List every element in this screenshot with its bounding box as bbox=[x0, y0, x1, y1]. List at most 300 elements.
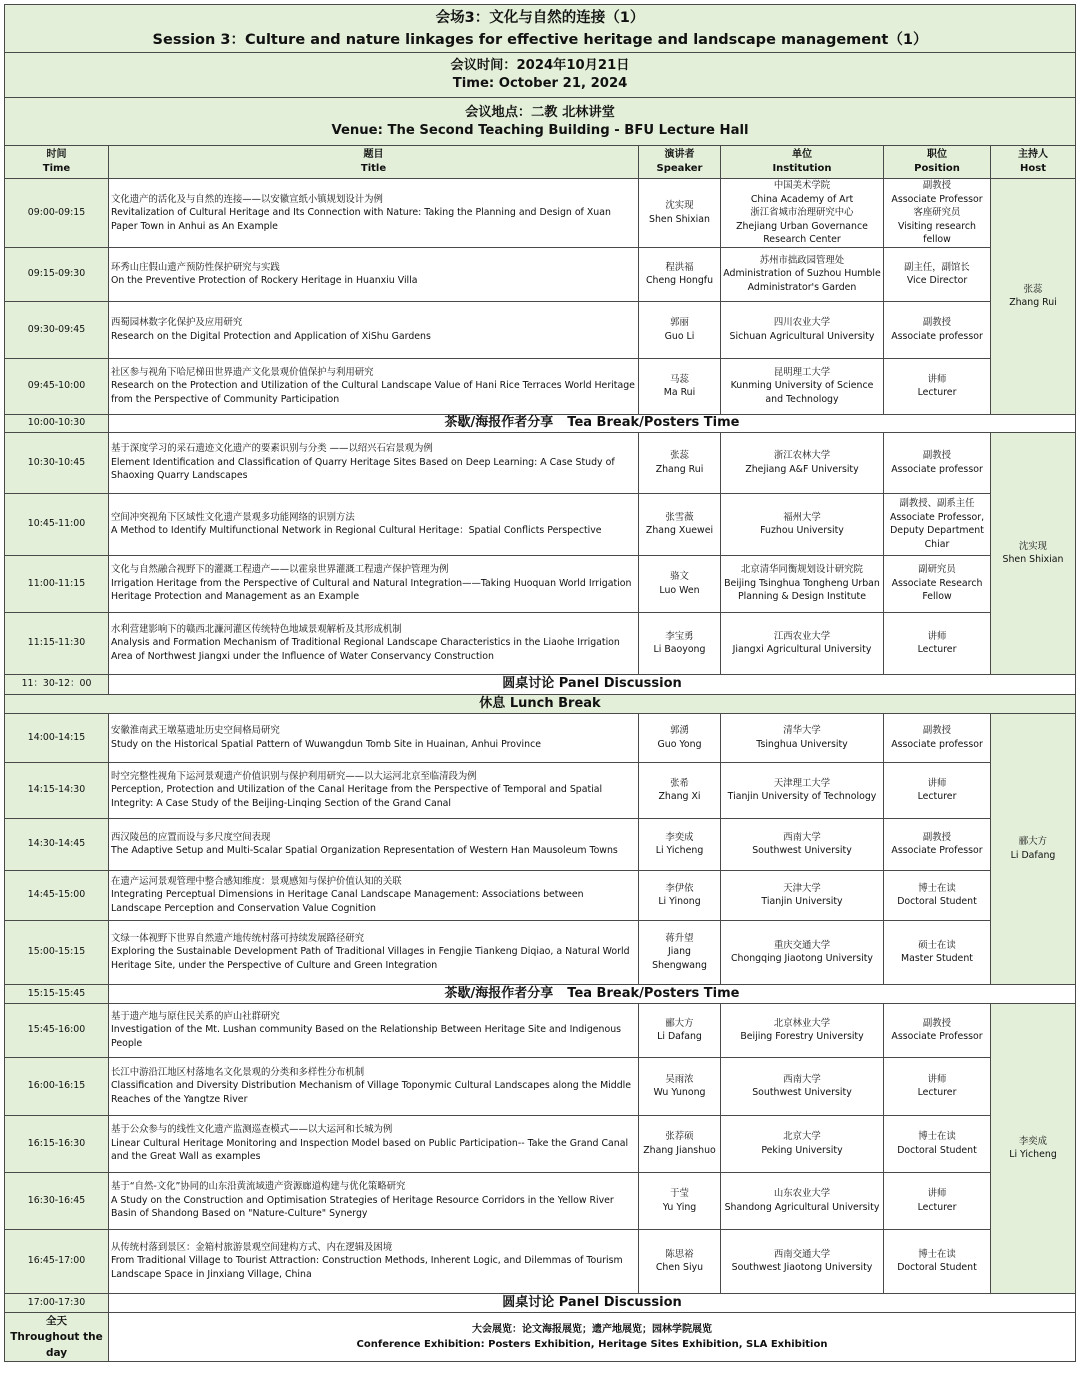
institution-en: Tianjin University bbox=[761, 896, 843, 907]
row-title bbox=[109, 1057, 639, 1115]
institution-zh: 中国美术学院 bbox=[773, 180, 831, 191]
speaker-zh: 张蕊 bbox=[670, 450, 689, 461]
row-position bbox=[884, 870, 991, 920]
row-position bbox=[884, 1115, 991, 1172]
session-venue bbox=[5, 98, 1076, 146]
row-institution bbox=[721, 818, 884, 870]
title-en: A Study on the Construction and Optimisation Strategies of Heritage Resource Corridors in the Yellow River Basin of Shandong Based on "Nature-Culture" Synergy bbox=[111, 1194, 614, 1220]
title-en: Perception, Protection and Utilization of the Canal Heritage from the Perspective of Temporal and Spatial Integrity: A Case Study of the Beijing-Linqing Section of the Grand Canal bbox=[111, 784, 603, 809]
row-speaker bbox=[639, 762, 721, 818]
position-en: Associate professor bbox=[891, 738, 983, 750]
institution-en: Kunming University of Science and Technology bbox=[730, 380, 874, 405]
row-institution bbox=[721, 612, 884, 674]
break-time: 11：30-12：00 bbox=[5, 674, 109, 694]
position2-en: Visiting research fellow bbox=[897, 220, 976, 245]
speaker-zh: 吴雨浓 bbox=[665, 1073, 694, 1085]
row-position bbox=[884, 920, 991, 984]
row-time: 11:15-11:30 bbox=[5, 612, 109, 674]
speaker-en: Shen Shixian bbox=[649, 213, 710, 225]
col-institution-en: Institution bbox=[772, 163, 832, 174]
col-institution bbox=[721, 146, 884, 179]
speaker-zh: 郭丽 bbox=[670, 317, 689, 328]
institution-zh: 浙江农林大学 bbox=[773, 450, 831, 461]
panel-en: Panel Discussion bbox=[558, 1294, 682, 1310]
table-row bbox=[5, 301, 1076, 358]
row-institution bbox=[721, 432, 884, 493]
col-institution-zh: 单位 bbox=[792, 149, 812, 160]
table-row bbox=[5, 179, 1076, 248]
title-zh: 文绿一体视野下世界自然遗产地传统村落可持续发展路径研究 bbox=[111, 932, 365, 944]
speaker-en: Li Yicheng bbox=[655, 845, 704, 856]
title-zh: 西蜀园林数字化保护及应用研究 bbox=[111, 317, 243, 328]
table-row bbox=[5, 713, 1076, 762]
session-time-en: Time: October 21, 2024 bbox=[452, 76, 628, 91]
row-title bbox=[109, 870, 639, 920]
row-speaker bbox=[639, 1057, 721, 1115]
table-row bbox=[5, 358, 1076, 414]
title-en: Exploring the Sustainable Development Path of Traditional Villages in Fengjie Tiankeng Diqiao, a Natural World Heritage Site, under the Perspective of Culture and Green Integration bbox=[111, 946, 630, 971]
host-cell bbox=[991, 1003, 1076, 1293]
speaker-zh: 张荐硕 bbox=[665, 1131, 694, 1142]
title-zh: 社区参与视角下哈尼梯田世界遗产文化景观价值保护与利用研究 bbox=[111, 366, 374, 378]
column-header-row bbox=[5, 146, 1076, 179]
position-zh: 副教授 bbox=[922, 180, 952, 191]
row-time: 09:30-09:45 bbox=[5, 301, 109, 358]
row-time: 16:15-16:30 bbox=[5, 1115, 109, 1172]
position-zh: 讲师 bbox=[927, 373, 947, 385]
col-host bbox=[991, 146, 1076, 179]
table-row bbox=[5, 920, 1076, 984]
col-title-zh: 题目 bbox=[363, 149, 384, 160]
speaker-zh: 沈实现 bbox=[665, 200, 694, 212]
row-time: 14:30-14:45 bbox=[5, 818, 109, 870]
host-en: Li Yicheng bbox=[1009, 1149, 1057, 1160]
institution-en: Shandong Agricultural University bbox=[724, 1201, 880, 1213]
host-cell bbox=[991, 179, 1076, 415]
title-en: Classification and Diversity Distribution Mechanism of Village Toponymic Cultural Landscapes along the Middle Reaches of the Yangtze River bbox=[111, 1080, 632, 1105]
tea-break-en: Tea Break/Posters Time bbox=[567, 415, 740, 431]
panel-discussion-row bbox=[5, 1293, 1076, 1312]
row-time: 09:00-09:15 bbox=[5, 179, 109, 248]
panel-label bbox=[109, 674, 1076, 694]
session-title bbox=[5, 5, 1076, 53]
institution-zh: 西南交通大学 bbox=[773, 1248, 831, 1260]
title-en: The Adaptive Setup and Multi-Scalar Spatial Organization Representation of Western Han Mausoleum Towns bbox=[111, 845, 618, 856]
institution-en: Southwest University bbox=[752, 845, 852, 856]
table-row bbox=[5, 818, 1076, 870]
speaker-en: Jiang Shengwang bbox=[652, 946, 707, 971]
table-row bbox=[5, 247, 1076, 301]
host-cell bbox=[991, 713, 1076, 984]
position-en: Associate Research Fellow bbox=[891, 577, 983, 603]
host-cell bbox=[991, 432, 1076, 674]
lunch-label bbox=[5, 694, 1076, 713]
row-position bbox=[884, 301, 991, 358]
row-time: 14:45-15:00 bbox=[5, 870, 109, 920]
row-title bbox=[109, 762, 639, 818]
row-institution bbox=[721, 1115, 884, 1172]
title-en: Research on the Protection and Utilization of the Cultural Landscape Value of Hani Rice Terraces World Heritage from the Perspective of Community Participation bbox=[111, 380, 635, 405]
row-position bbox=[884, 432, 991, 493]
speaker-en: Cheng Hongfu bbox=[645, 275, 714, 286]
break-time: 10:00-10:30 bbox=[5, 414, 109, 432]
break-time: 17:00-17:30 bbox=[5, 1293, 109, 1312]
row-title bbox=[109, 612, 639, 674]
position-zh: 硕士在读 bbox=[918, 939, 956, 951]
title-zh: 空间冲突视角下区域性文化遗产景观多功能网络的识别方法 bbox=[111, 511, 355, 523]
row-institution bbox=[721, 762, 884, 818]
row-title bbox=[109, 1172, 639, 1229]
position-zh: 讲师 bbox=[927, 630, 947, 642]
row-speaker bbox=[639, 301, 721, 358]
title-zh: 时空完整性视角下运河景观遗产价值识别与保护利用研究——以大运河北京至临清段为例 bbox=[111, 770, 477, 782]
table-row bbox=[5, 870, 1076, 920]
col-speaker bbox=[639, 146, 721, 179]
title-zh: 环秀山庄假山遗产预防性保护研究与实践 bbox=[111, 261, 280, 273]
row-speaker bbox=[639, 920, 721, 984]
position-zh: 副教授 bbox=[922, 725, 952, 736]
panel-zh: 圆桌讨论 bbox=[502, 1294, 555, 1310]
row-institution bbox=[721, 179, 884, 248]
title-en: Integrating Perceptual Dimensions in Heritage Canal Landscape Management: Associations between Landscape Perception and Conservation Value Cognition bbox=[111, 889, 584, 914]
position-zh: 副教授 bbox=[922, 831, 952, 843]
exhibition-zh: 大会展览：论文海报展览；遗产地展览；园林学院展览 bbox=[472, 1323, 712, 1335]
title-zh: 文化与自然融合视野下的灌溉工程遗产——以霍泉世界灌溉工程遗产保护管理为例 bbox=[111, 564, 449, 576]
row-time: 10:30-10:45 bbox=[5, 432, 109, 493]
institution-en: Beijing Forestry University bbox=[740, 1031, 864, 1042]
row-title bbox=[109, 247, 639, 301]
row-speaker bbox=[639, 1115, 721, 1172]
col-position-zh: 职位 bbox=[927, 149, 947, 160]
institution-zh: 北京大学 bbox=[783, 1131, 821, 1142]
exhibition-en: Conference Exhibition: Posters Exhibition, Heritage Sites Exhibition, SLA Exhibition bbox=[356, 1338, 828, 1350]
table-row bbox=[5, 1057, 1076, 1115]
institution-en: Southwest Jiaotong University bbox=[731, 1262, 873, 1273]
exhibition-time bbox=[5, 1312, 109, 1361]
title-zh: 基于深度学习的采石遗迹文化遗产的要素识别与分类 ——以绍兴石宕景观为例 bbox=[111, 443, 433, 455]
institution-zh: 四川农业大学 bbox=[773, 317, 831, 328]
institution-zh: 山东农业大学 bbox=[773, 1188, 831, 1199]
col-title bbox=[109, 146, 639, 179]
tea-break-en: Tea Break/Posters Time bbox=[567, 985, 740, 1001]
host-en: Shen Shixian bbox=[1002, 554, 1064, 565]
panel-zh: 圆桌讨论 bbox=[502, 676, 555, 692]
position-en: Vice Director bbox=[906, 275, 968, 286]
speaker-zh: 李奕成 bbox=[665, 831, 694, 843]
lunch-zh: 休息 bbox=[479, 695, 506, 711]
title-en: Irrigation Heritage from the Perspective of Cultural and Natural Integration——Taking Huoquan World Irrigation Heritage Protection and Management as an Example bbox=[111, 577, 632, 603]
row-position bbox=[884, 179, 991, 248]
row-institution bbox=[721, 555, 884, 612]
row-institution bbox=[721, 1057, 884, 1115]
row-speaker bbox=[639, 247, 721, 301]
tea-break-zh: 茶歇/海报作者分享 bbox=[444, 415, 554, 431]
row-time: 14:00-14:15 bbox=[5, 713, 109, 762]
position-en: Associate Professor bbox=[891, 845, 983, 856]
title-zh: 西汉陵邑的应置而设与多尺度空间表现 bbox=[111, 831, 271, 843]
institution-zh: 天津理工大学 bbox=[773, 777, 831, 789]
title-zh: 长江中游沿江地区村落地名文化景观的分类和多样性分布机制 bbox=[111, 1066, 365, 1078]
title-zh: 水利营建影响下的赣西北濂河灌区传统特色地域景观解析及其形成机制 bbox=[111, 623, 402, 635]
panel-discussion-row bbox=[5, 674, 1076, 694]
row-time: 16:30-16:45 bbox=[5, 1172, 109, 1229]
session-title-zh: 会场3：文化与自然的连接（1） bbox=[435, 9, 645, 26]
row-position bbox=[884, 358, 991, 414]
position-zh: 副教授 bbox=[922, 450, 952, 461]
table-row bbox=[5, 493, 1076, 555]
institution-zh: 苏州市拙政园管理处 bbox=[759, 254, 845, 266]
title-zh: 文化遗产的活化及与自然的连接——以安徽宣纸小镇规划设计为例 bbox=[111, 193, 383, 205]
title-zh: 在遗产运河景观管理中整合感知维度：景观感知与保护价值认知的关联 bbox=[111, 875, 402, 887]
col-title-en: Title bbox=[360, 163, 387, 174]
exhibition-time-en: Throughout the day bbox=[10, 1330, 103, 1359]
row-institution bbox=[721, 301, 884, 358]
row-title bbox=[109, 1003, 639, 1057]
row-title bbox=[109, 432, 639, 493]
exhibition-row bbox=[5, 1312, 1076, 1361]
host-en: Zhang Rui bbox=[1009, 297, 1057, 309]
speaker-en: Chen Siyu bbox=[655, 1262, 704, 1273]
position-zh: 博士在读 bbox=[918, 1248, 956, 1260]
position-zh: 副教授、副系主任 bbox=[899, 498, 975, 509]
col-host-zh: 主持人 bbox=[1018, 149, 1048, 160]
institution-zh: 重庆交通大学 bbox=[773, 939, 831, 951]
position-en: Lecturer bbox=[917, 644, 957, 655]
institution-zh: 清华大学 bbox=[783, 725, 821, 736]
speaker-en: Zhang Xi bbox=[658, 791, 701, 802]
institution2-en: Zhejiang Urban Governance Research Center bbox=[736, 220, 868, 245]
title-en: A Method to Identify Multifunctional Network in Regional Cultural Heritage：Spatial Conflicts Perspective bbox=[111, 525, 602, 536]
panel-label bbox=[109, 1293, 1076, 1312]
row-position bbox=[884, 1057, 991, 1115]
session-title-en: Session 3：Culture and nature linkages for effective heritage and landscape management（1） bbox=[152, 31, 928, 48]
table-row bbox=[5, 612, 1076, 674]
position-en: Lecturer bbox=[917, 1201, 957, 1213]
institution-en: Tsinghua University bbox=[756, 738, 848, 750]
speaker-zh: 陈思裕 bbox=[665, 1248, 694, 1260]
institution-en: Jiangxi Agricultural University bbox=[732, 644, 872, 655]
row-title bbox=[109, 179, 639, 248]
speaker-en: Yu Ying bbox=[662, 1201, 697, 1213]
title-en: Element Identification and Classification of Quarry Heritage Sites Based on Deep Learning: A Case Study of Shaoxing Quarry Landscapes bbox=[111, 456, 615, 482]
session-venue-zh: 会议地点：二教 北林讲堂 bbox=[465, 104, 615, 120]
session-time bbox=[5, 53, 1076, 98]
row-title bbox=[109, 818, 639, 870]
row-speaker bbox=[639, 818, 721, 870]
host-zh: 张蕊 bbox=[1023, 283, 1043, 295]
speaker-zh: 张雪薇 bbox=[665, 511, 694, 523]
speaker-en: Luo Wen bbox=[659, 584, 700, 596]
table-row bbox=[5, 432, 1076, 493]
title-en: Analysis and Formation Mechanism of Traditional Regional Landscape Characteristics in the Liaohe Irrigation Area of Northwest Jiangxi under the Influence of Water Conservancy Construction bbox=[111, 637, 620, 662]
position-en: Doctoral Student bbox=[897, 1262, 977, 1273]
speaker-zh: 郭湧 bbox=[670, 725, 689, 736]
title-zh: 基于遗产地与原住民关系的庐山社群研究 bbox=[111, 1010, 280, 1022]
tea-break-row bbox=[5, 984, 1076, 1003]
row-position bbox=[884, 762, 991, 818]
institution-en: Administration of Suzhou Humble Administrator's Garden bbox=[723, 268, 881, 293]
position-zh: 副研究员 bbox=[918, 564, 956, 576]
session-time-zh: 会议时间：2024年10月21日 bbox=[450, 58, 630, 73]
row-speaker bbox=[639, 358, 721, 414]
position-en: Master Student bbox=[901, 953, 973, 964]
position-en: Lecturer bbox=[917, 387, 957, 398]
position-zh: 讲师 bbox=[927, 777, 947, 789]
title-zh: 基于“自然-文化”协同的山东沿黄流域遗产资源廊道构建与优化策略研究 bbox=[111, 1181, 406, 1193]
table-row bbox=[5, 762, 1076, 818]
exhibition-time-zh: 全天 bbox=[46, 1314, 67, 1327]
row-title bbox=[109, 920, 639, 984]
row-speaker bbox=[639, 1229, 721, 1293]
row-position bbox=[884, 555, 991, 612]
lunch-row bbox=[5, 694, 1076, 713]
row-time: 09:15-09:30 bbox=[5, 247, 109, 301]
row-time: 15:45-16:00 bbox=[5, 1003, 109, 1057]
exhibition-label bbox=[109, 1312, 1076, 1361]
speaker-en: Li Baoyong bbox=[653, 644, 706, 655]
row-position bbox=[884, 612, 991, 674]
speaker-en: Zhang Rui bbox=[655, 463, 704, 475]
speaker-en: Ma Rui bbox=[663, 387, 696, 398]
title-zh: 从传统村落到景区：金箱村旅游景观空间建构方式、内在逻辑及困境 bbox=[111, 1241, 393, 1253]
row-speaker bbox=[639, 555, 721, 612]
row-time: 11:00-11:15 bbox=[5, 555, 109, 612]
title-en: Research on the Digital Protection and Application of XiShu Gardens bbox=[111, 330, 431, 342]
row-title bbox=[109, 1229, 639, 1293]
table-row bbox=[5, 1172, 1076, 1229]
row-title bbox=[109, 1115, 639, 1172]
position-zh: 讲师 bbox=[927, 1073, 947, 1085]
row-position bbox=[884, 713, 991, 762]
host-zh: 沈实现 bbox=[1018, 540, 1048, 552]
institution-zh: 北京林业大学 bbox=[773, 1017, 831, 1029]
title-en: Study on the Historical Spatial Pattern of Wuwangdun Tomb Site in Huainan, Anhui Province bbox=[111, 738, 542, 750]
row-institution bbox=[721, 358, 884, 414]
institution-en: Peking University bbox=[761, 1144, 843, 1156]
position-zh: 博士在读 bbox=[918, 1131, 956, 1142]
institution-zh: 天津大学 bbox=[783, 882, 821, 894]
row-time: 15:00-15:15 bbox=[5, 920, 109, 984]
title-zh: 安徽淮南武王墩墓遗址历史空间格局研究 bbox=[111, 725, 280, 736]
speaker-en: Li Dafang bbox=[657, 1031, 702, 1042]
row-title bbox=[109, 358, 639, 414]
institution-en: Zhejiang A&F University bbox=[745, 463, 859, 475]
position-en: Doctoral Student bbox=[897, 896, 977, 907]
row-position bbox=[884, 1229, 991, 1293]
institution-en: Chongqing Jiaotong University bbox=[731, 953, 873, 964]
position-en: Associate professor bbox=[891, 463, 983, 475]
row-time: 16:45-17:00 bbox=[5, 1229, 109, 1293]
row-institution bbox=[721, 920, 884, 984]
institution-zh: 江西农业大学 bbox=[773, 630, 831, 642]
col-position bbox=[884, 146, 991, 179]
row-position bbox=[884, 1003, 991, 1057]
title-zh: 基于公众参与的线性文化遗产监测巡查模式——以大运河和长城为例 bbox=[111, 1124, 393, 1136]
row-speaker bbox=[639, 1172, 721, 1229]
institution-en: China Academy of Art bbox=[750, 193, 854, 205]
institution-zh: 西南大学 bbox=[783, 831, 821, 843]
position-en: Associate Professor bbox=[891, 193, 983, 205]
row-institution bbox=[721, 1229, 884, 1293]
institution-zh: 北京清华同衡规划设计研究院 bbox=[741, 564, 863, 576]
col-speaker-en: Speaker bbox=[656, 163, 703, 174]
institution-en: Beijing Tsinghua Tongheng Urban Planning & Design Institute bbox=[724, 577, 880, 603]
row-speaker bbox=[639, 432, 721, 493]
row-institution bbox=[721, 1003, 884, 1057]
row-time: 09:45-10:00 bbox=[5, 358, 109, 414]
row-title bbox=[109, 301, 639, 358]
row-speaker bbox=[639, 493, 721, 555]
institution-en: Sichuan Agricultural University bbox=[729, 330, 875, 342]
position-zh: 副主任，副馆长 bbox=[904, 261, 970, 273]
table-row bbox=[5, 1229, 1076, 1293]
position-en: Associate professor bbox=[891, 330, 983, 342]
row-speaker bbox=[639, 1003, 721, 1057]
row-title bbox=[109, 713, 639, 762]
row-position bbox=[884, 247, 991, 301]
position-en: Lecturer bbox=[917, 1087, 957, 1098]
schedule-table bbox=[4, 4, 1076, 1362]
col-time-en: Time bbox=[42, 163, 71, 174]
row-position bbox=[884, 1172, 991, 1229]
row-speaker bbox=[639, 870, 721, 920]
position-zh: 讲师 bbox=[927, 1188, 947, 1199]
row-position bbox=[884, 493, 991, 555]
break-time: 15:15-15:45 bbox=[5, 984, 109, 1003]
row-title bbox=[109, 493, 639, 555]
row-time: 10:45-11:00 bbox=[5, 493, 109, 555]
row-position bbox=[884, 818, 991, 870]
host-zh: 郦大方 bbox=[1018, 836, 1048, 847]
row-time: 16:00-16:15 bbox=[5, 1057, 109, 1115]
speaker-zh: 李宝勇 bbox=[665, 630, 694, 642]
session-venue-en: Venue: The Second Teaching Building - BFU Lecture Hall bbox=[331, 122, 749, 138]
tea-break-label bbox=[109, 414, 1076, 432]
row-institution bbox=[721, 247, 884, 301]
speaker-en: Zhang Xuewei bbox=[645, 525, 714, 536]
institution2-zh: 浙江省城市治理研究中心 bbox=[750, 207, 854, 218]
host-en: Li Dafang bbox=[1010, 849, 1056, 861]
row-title bbox=[109, 555, 639, 612]
row-speaker bbox=[639, 713, 721, 762]
title-en: On the Preventive Protection of Rockery Heritage in Huanxiu Villa bbox=[111, 275, 418, 286]
position-zh: 博士在读 bbox=[918, 882, 956, 894]
speaker-en: Zhang Jianshuo bbox=[643, 1144, 716, 1156]
position2-zh: 客座研究员 bbox=[913, 207, 961, 218]
institution-zh: 福州大学 bbox=[783, 511, 821, 523]
tea-break-zh: 茶歇/海报作者分享 bbox=[444, 985, 554, 1001]
speaker-zh: 程洪福 bbox=[665, 261, 694, 273]
row-speaker bbox=[639, 179, 721, 248]
row-institution bbox=[721, 493, 884, 555]
speaker-en: Wu Yunong bbox=[653, 1087, 706, 1098]
title-en: Linear Cultural Heritage Monitoring and Inspection Model based on Public Participation-- Take the Grand Canal and the Great Wall as examples bbox=[111, 1137, 629, 1163]
col-speaker-zh: 演讲者 bbox=[664, 149, 695, 160]
speaker-zh: 蒋升望 bbox=[665, 932, 694, 944]
speaker-en: Guo Li bbox=[664, 330, 695, 342]
panel-en: Panel Discussion bbox=[558, 676, 682, 692]
col-time bbox=[5, 146, 109, 179]
position-en: Lecturer bbox=[917, 791, 957, 802]
tea-break-row bbox=[5, 414, 1076, 432]
lunch-en: Lunch Break bbox=[509, 695, 601, 711]
institution-en: Fuzhou University bbox=[760, 525, 844, 536]
speaker-zh: 李伊依 bbox=[665, 882, 694, 894]
host-zh: 李奕成 bbox=[1018, 1135, 1048, 1147]
institution-en: Tianjin University of Technology bbox=[727, 791, 877, 802]
speaker-zh: 马蕊 bbox=[670, 373, 689, 385]
position-zh: 副教授 bbox=[922, 1017, 952, 1029]
